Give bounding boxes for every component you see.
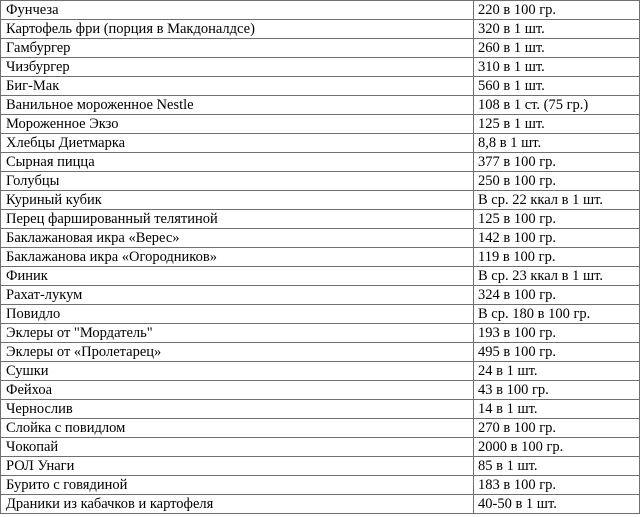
table-row: [1, 476, 640, 495]
food-name-cell: Сушки: [1, 362, 474, 381]
calorie-value-cell: В ср. 180 в 100 гр.: [474, 305, 640, 324]
food-name-cell: Баклажановая икра «Верес»: [1, 229, 474, 248]
table-row: [1, 495, 640, 514]
food-name-cell: Фунчеза: [1, 1, 474, 20]
calorie-value-cell: 324 в 100 гр.: [474, 286, 640, 305]
calorie-value-cell: 85 в 1 шт.: [474, 457, 640, 476]
food-name-cell: Перец фаршированный телятиной: [1, 210, 474, 229]
table-row: [1, 210, 640, 229]
table-row: [1, 39, 640, 58]
table-row: [1, 96, 640, 115]
food-name-cell: Гамбургер: [1, 39, 474, 58]
table-row: [1, 134, 640, 153]
calorie-value-cell: 125 в 1 шт.: [474, 115, 640, 134]
calorie-value-cell: 495 в 100 гр.: [474, 343, 640, 362]
calorie-value-cell: 14 в 1 шт.: [474, 400, 640, 419]
food-name-cell: Рахат-лукум: [1, 286, 474, 305]
table-row: [1, 172, 640, 191]
calorie-value-cell: 125 в 100 гр.: [474, 210, 640, 229]
calorie-value-cell: 119 в 100 гр.: [474, 248, 640, 267]
calorie-value-cell: 193 в 100 гр.: [474, 324, 640, 343]
table-row: [1, 191, 640, 210]
table-row: [1, 286, 640, 305]
food-name-cell: Бурито с говядиной: [1, 476, 474, 495]
food-name-cell: Хлебцы Диетмарка: [1, 134, 474, 153]
calorie-value-cell: 108 в 1 ст. (75 гр.): [474, 96, 640, 115]
table-row: [1, 229, 640, 248]
food-name-cell: Биг-Мак: [1, 77, 474, 96]
calorie-value-cell: 220 в 100 гр.: [474, 1, 640, 20]
table-row: [1, 1, 640, 20]
food-name-cell: Сырная пицца: [1, 153, 474, 172]
food-name-cell: Эклеры от "Мордатель": [1, 324, 474, 343]
calorie-value-cell: 2000 в 100 гр.: [474, 438, 640, 457]
table-row: [1, 20, 640, 39]
food-name-cell: Ванильное мороженное Nestle: [1, 96, 474, 115]
table-row: [1, 58, 640, 77]
food-name-cell: Фейхоа: [1, 381, 474, 400]
table-row: [1, 248, 640, 267]
table-row: [1, 438, 640, 457]
calorie-value-cell: 8,8 в 1 шт.: [474, 134, 640, 153]
food-name-cell: Эклеры от «Пролетарец»: [1, 343, 474, 362]
calorie-value-cell: 24 в 1 шт.: [474, 362, 640, 381]
food-name-cell: Баклажанова икра «Огородников»: [1, 248, 474, 267]
calorie-value-cell: 560 в 1 шт.: [474, 77, 640, 96]
table-row: [1, 381, 640, 400]
food-name-cell: Куриный кубик: [1, 191, 474, 210]
calorie-value-cell: 260 в 1 шт.: [474, 39, 640, 58]
food-name-cell: Драники из кабачков и картофеля: [1, 495, 474, 514]
calorie-value-cell: 183 в 100 гр.: [474, 476, 640, 495]
calorie-table-body: [1, 1, 640, 514]
table-row: [1, 324, 640, 343]
calorie-value-cell: 40-50 в 1 шт.: [474, 495, 640, 514]
food-name-cell: Картофель фри (порция в Макдоналдсе): [1, 20, 474, 39]
table-row: [1, 343, 640, 362]
calorie-value-cell: 377 в 100 гр.: [474, 153, 640, 172]
calorie-value-cell: В ср. 23 ккал в 1 шт.: [474, 267, 640, 286]
calorie-value-cell: 320 в 1 шт.: [474, 20, 640, 39]
food-name-cell: Повидло: [1, 305, 474, 324]
food-name-cell: Чизбургер: [1, 58, 474, 77]
food-name-cell: РОЛ Унаги: [1, 457, 474, 476]
table-row: [1, 115, 640, 134]
table-row: [1, 400, 640, 419]
food-name-cell: Голубцы: [1, 172, 474, 191]
calorie-value-cell: В ср. 22 ккал в 1 шт.: [474, 191, 640, 210]
food-name-cell: Мороженное Экзо: [1, 115, 474, 134]
food-name-cell: Чернослив: [1, 400, 474, 419]
calorie-value-cell: 270 в 100 гр.: [474, 419, 640, 438]
table-row: [1, 457, 640, 476]
calorie-value-cell: 310 в 1 шт.: [474, 58, 640, 77]
food-name-cell: Финик: [1, 267, 474, 286]
calorie-value-cell: 43 в 100 гр.: [474, 381, 640, 400]
table-row: [1, 305, 640, 324]
food-name-cell: Чокопай: [1, 438, 474, 457]
table-row: [1, 362, 640, 381]
food-name-cell: Слойка с повидлом: [1, 419, 474, 438]
table-row: [1, 77, 640, 96]
table-row: [1, 267, 640, 286]
table-row: [1, 419, 640, 438]
table-row: [1, 153, 640, 172]
calorie-value-cell: 250 в 100 гр.: [474, 172, 640, 191]
calorie-value-cell: 142 в 100 гр.: [474, 229, 640, 248]
